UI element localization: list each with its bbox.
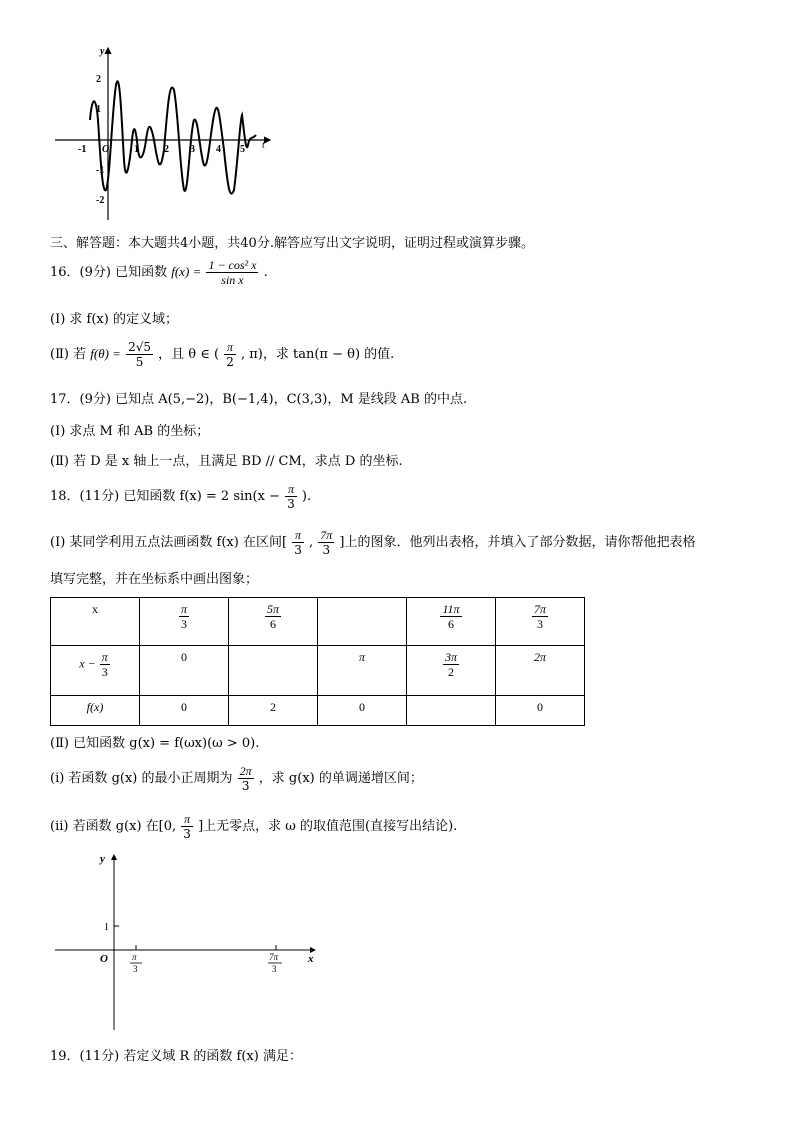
table-cell: 0 xyxy=(140,646,229,696)
q16-fraction: $\frac{\text{1 − cos² x}}{\text{sin x}}$ xyxy=(208,258,257,287)
fig1-x-tick-5: 5 xyxy=(240,144,245,155)
fig1-x-tick-1: 1 xyxy=(134,144,139,155)
q17-stem: 17．(9分) 已知点 A(5,−2)，B(−1,4)，C(3,3)，M 是线段 AB 的中点. xyxy=(50,392,468,407)
table-cell: $\frac{7\pi}{3}$ xyxy=(496,598,585,646)
q18-part1: (Ⅰ) 某同学利用五点法画函数 f(x) 在区间[ $\frac{\pi}{3}$ , $\frac{7\pi}{3}$ ]上的图象．他列出表格，并填入了部分数据，请你帮他把表格 xyxy=(50,528,696,557)
table-row xyxy=(51,696,585,726)
fig2-y-tick-1: 1 xyxy=(104,922,109,933)
fig1-origin: O xyxy=(102,144,110,155)
fig2-origin: O xyxy=(100,953,108,965)
fig1-t-label: t xyxy=(262,140,265,151)
table-cell: f(x) xyxy=(51,696,140,726)
table-cell: 2 xyxy=(229,696,318,726)
fig2-x-tick-pi3-num: π xyxy=(132,952,137,962)
q18-part1-cont: 填写完整，并在坐标系中画出图象； xyxy=(50,572,259,587)
fig1-y-label: y xyxy=(100,46,105,57)
table-cell: x − $\frac{\pi}{3}$ xyxy=(51,646,140,696)
coordinate-system xyxy=(50,850,330,1035)
table-cell: x xyxy=(51,598,140,646)
fig1-x-tick-neg1: -1 xyxy=(78,144,87,155)
fig1-y-tick-1: 1 xyxy=(96,104,101,115)
q16-part2: (Ⅱ) 若 f(θ) = $\frac{2√5}{5}$ ，且 θ ∈ ( $\frac{\pi}{2}$ , π)，求 tan(π − θ) 的值. xyxy=(50,340,395,369)
oscillation-graph xyxy=(50,40,280,225)
q18-part2-i: (ⅰ) 若函数 g(x) 的最小正周期为 $\frac{2\pi}{3}$ ，求 g(x) 的单调递增区间； xyxy=(50,764,423,793)
table-cell: $\frac{3\pi}{2}$ xyxy=(407,646,496,696)
five-point-table xyxy=(50,597,585,726)
fig1-x-tick-3: 3 xyxy=(190,144,195,155)
table-cell: 0 xyxy=(318,696,407,726)
table-cell: 0 xyxy=(140,696,229,726)
q19-stem: 19．(11分) 若定义域 R 的函数 f(x) 满足： xyxy=(50,1049,302,1064)
fig1-y-tick-neg2: -2 xyxy=(96,195,105,206)
fig1-x-tick-4: 4 xyxy=(216,144,221,155)
table-cell: π xyxy=(318,646,407,696)
table-cell: 2π xyxy=(496,646,585,696)
q18-part2-ii: (ⅱ) 若函数 g(x) 在[0, $\frac{\pi}{3}$ ]上无零点，求 ω 的取值范围(直接写出结论). xyxy=(50,812,458,841)
q17-part2: (Ⅱ) 若 D 是 x 轴上一点，且满足 BD // CM，求点 D 的坐标. xyxy=(50,454,403,469)
section-three-heading: 三、解答题：本大题共4小题，共40分.解答应写出文字说明，证明过程或演算步骤。 xyxy=(50,236,534,251)
fig1-y-tick-2: 2 xyxy=(96,74,101,85)
table-cell xyxy=(407,696,496,726)
q16-part1: (Ⅰ) 求 f(x) 的定义域； xyxy=(50,312,178,327)
table-cell: $\frac{5\pi}{6}$ xyxy=(229,598,318,646)
q17-part1: (Ⅰ) 求点 M 和 AB 的坐标； xyxy=(50,424,210,439)
q18-stem: 18．(11分) 已知函数 f(x) = 2 sin(x − $\frac{\pi}{3}$ ). xyxy=(50,482,312,511)
fig1-x-tick-2: 2 xyxy=(164,144,169,155)
fig2-x-label: x xyxy=(308,953,314,965)
fig2-x-tick-pi3-den: 3 xyxy=(133,964,138,974)
table-cell: 0 xyxy=(496,696,585,726)
fig2-x-tick-7pi3-den: 3 xyxy=(272,964,277,974)
oscillation-curve xyxy=(90,81,256,193)
table-cell: $\frac{\pi}{3}$ xyxy=(140,598,229,646)
table-cell xyxy=(318,598,407,646)
fig2-y-label: y xyxy=(100,853,105,865)
table-row xyxy=(51,646,585,696)
table-row xyxy=(51,598,585,646)
table-cell: $\frac{11\pi}{6}$ xyxy=(407,598,496,646)
fig2-x-tick-7pi3-num: 7π xyxy=(269,952,279,962)
table-cell xyxy=(229,646,318,696)
q18-part2: (Ⅱ) 已知函数 g(x) = f(ωx)(ω > 0). xyxy=(50,736,260,751)
q16-stem: 16．(9分) 已知函数 f(x) = $\frac{\text{1 − cos² x}}{\text{sin x}}$ . xyxy=(50,258,268,287)
fig1-y-tick-neg1: -1 xyxy=(96,165,105,176)
